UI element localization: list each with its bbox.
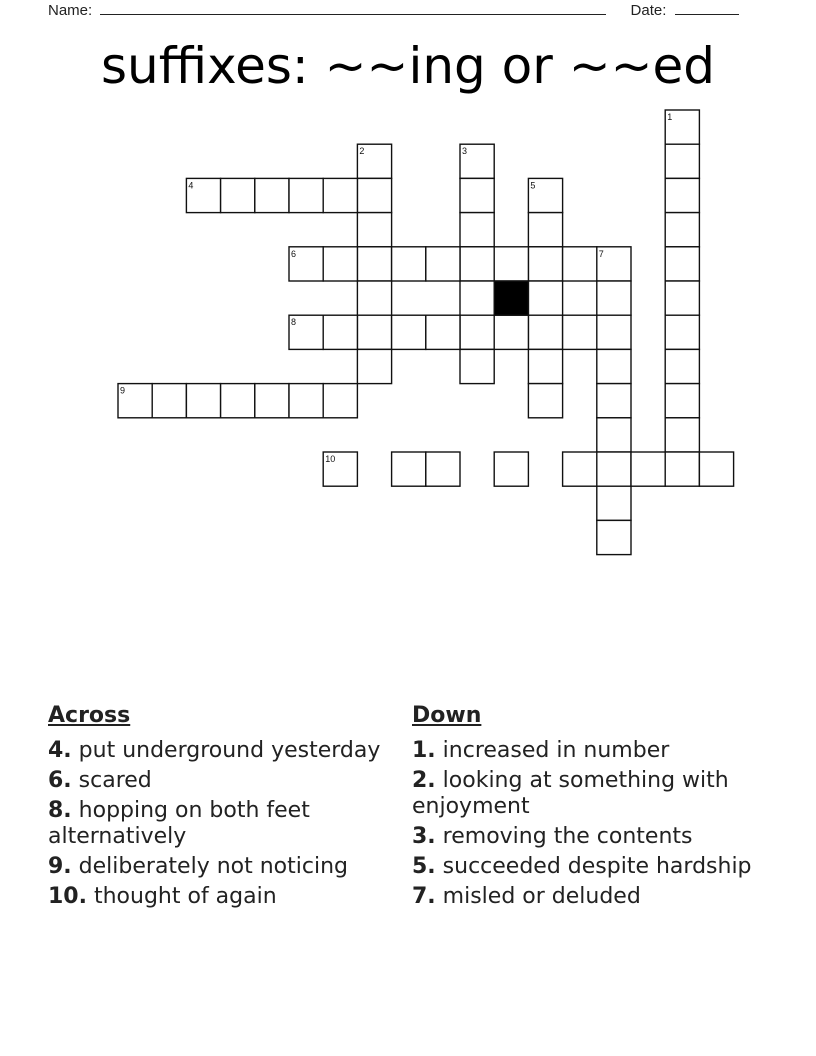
grid-cell[interactable]: [528, 349, 562, 383]
grid-cell[interactable]: [494, 452, 528, 486]
grid-cell[interactable]: [460, 213, 494, 247]
grid-cell[interactable]: [460, 247, 494, 281]
across-clues: [48, 700, 388, 914]
grid-cell[interactable]: [665, 384, 699, 418]
grid-cell[interactable]: [597, 418, 631, 452]
grid-cell[interactable]: [494, 315, 528, 349]
grid-cell[interactable]: [392, 247, 426, 281]
page-title: suffixes: ~~ing or ~~ed: [100, 37, 715, 95]
grid-cell[interactable]: [186, 384, 220, 418]
grid-cell[interactable]: [528, 213, 562, 247]
grid-cell[interactable]: [597, 349, 631, 383]
grid-cell[interactable]: [597, 486, 631, 520]
grid-cell[interactable]: [460, 178, 494, 212]
across-heading: Across: [48, 703, 131, 728]
clue-number: 7: [598, 248, 604, 259]
grid-cell[interactable]: [665, 418, 699, 452]
grid-cell[interactable]: [597, 452, 631, 486]
grid-cell[interactable]: [528, 315, 562, 349]
grid-cell[interactable]: [426, 315, 460, 349]
grid-cell[interactable]: [357, 281, 391, 315]
grid-cell[interactable]: [665, 178, 699, 212]
clue-number: 8: [291, 317, 297, 328]
clue-number: 6: [291, 248, 297, 259]
grid-cell[interactable]: [563, 452, 597, 486]
grid-cell[interactable]: [597, 384, 631, 418]
grid-cell[interactable]: [255, 384, 289, 418]
grid-cell[interactable]: [357, 315, 391, 349]
clue-number: 4: [188, 180, 194, 191]
grid-cell[interactable]: [665, 247, 699, 281]
grid-cell[interactable]: [221, 178, 255, 212]
grid-cell[interactable]: [152, 384, 186, 418]
grid-cell[interactable]: [597, 281, 631, 315]
grid-cell[interactable]: [665, 213, 699, 247]
clue-across-8: 8. hopping on both feet alternatively: [48, 798, 310, 849]
grid-cell[interactable]: [426, 247, 460, 281]
grid-cell[interactable]: [357, 349, 391, 383]
clue-down-3: 3. removing the contents: [412, 824, 693, 849]
clue-number: 2: [359, 146, 365, 157]
grid-cell[interactable]: [528, 247, 562, 281]
grid-cell[interactable]: [323, 384, 357, 418]
grid-cell[interactable]: [597, 520, 631, 554]
grid-cell[interactable]: [563, 247, 597, 281]
clue-across-10: 10. thought of again: [48, 884, 277, 909]
grid-cell[interactable]: [289, 384, 323, 418]
clue-down-5: 5. succeeded despite hardship: [412, 854, 752, 879]
clue-down-2: 2. looking at something with enjoyment: [412, 768, 729, 819]
grid-cell[interactable]: [255, 178, 289, 212]
clue-number: 10: [325, 454, 336, 464]
clue-number: 3: [462, 146, 468, 157]
grid-cell[interactable]: [494, 247, 528, 281]
grid-cell[interactable]: [392, 315, 426, 349]
black-cell: [494, 281, 528, 315]
grid-cell[interactable]: [357, 213, 391, 247]
grid-cell[interactable]: [357, 178, 391, 212]
grid-cell[interactable]: [460, 281, 494, 315]
grid-cell[interactable]: [563, 315, 597, 349]
grid-cell[interactable]: [665, 144, 699, 178]
grid-cell[interactable]: [221, 384, 255, 418]
clue-across-9: 9. deliberately not noticing: [48, 854, 348, 879]
grid-cell[interactable]: [289, 178, 323, 212]
grid-cell[interactable]: [392, 452, 426, 486]
name-label: Name:: [48, 2, 93, 19]
grid-cell[interactable]: [323, 247, 357, 281]
clue-across-6: 6. scared: [48, 768, 152, 793]
grid-cell[interactable]: [631, 452, 665, 486]
grid-cell[interactable]: [528, 281, 562, 315]
grid-cell[interactable]: [323, 178, 357, 212]
grid-cell[interactable]: [597, 315, 631, 349]
grid-cell[interactable]: [528, 384, 562, 418]
grid-cell[interactable]: [665, 281, 699, 315]
clue-down-1: 1. increased in number: [412, 738, 670, 763]
grid-cell[interactable]: [357, 247, 391, 281]
grid-cell[interactable]: [460, 315, 494, 349]
grid-cell[interactable]: [699, 452, 733, 486]
clue-number: 1: [667, 112, 673, 122]
clue-number: 5: [530, 180, 536, 191]
clue-across-4: 4. put underground yesterday: [48, 738, 381, 763]
down-heading: Down: [412, 703, 482, 728]
down-clues: [412, 700, 752, 914]
clue-down-7: 7. misled or deluded: [412, 884, 641, 909]
grid-cell[interactable]: [426, 452, 460, 486]
grid-cell[interactable]: [665, 315, 699, 349]
grid-cell[interactable]: [460, 349, 494, 383]
date-label: Date:: [630, 2, 667, 19]
grid-cell[interactable]: [665, 349, 699, 383]
grid-cell[interactable]: [323, 315, 357, 349]
grid-cell[interactable]: [665, 452, 699, 486]
clue-number: 9: [120, 385, 126, 396]
